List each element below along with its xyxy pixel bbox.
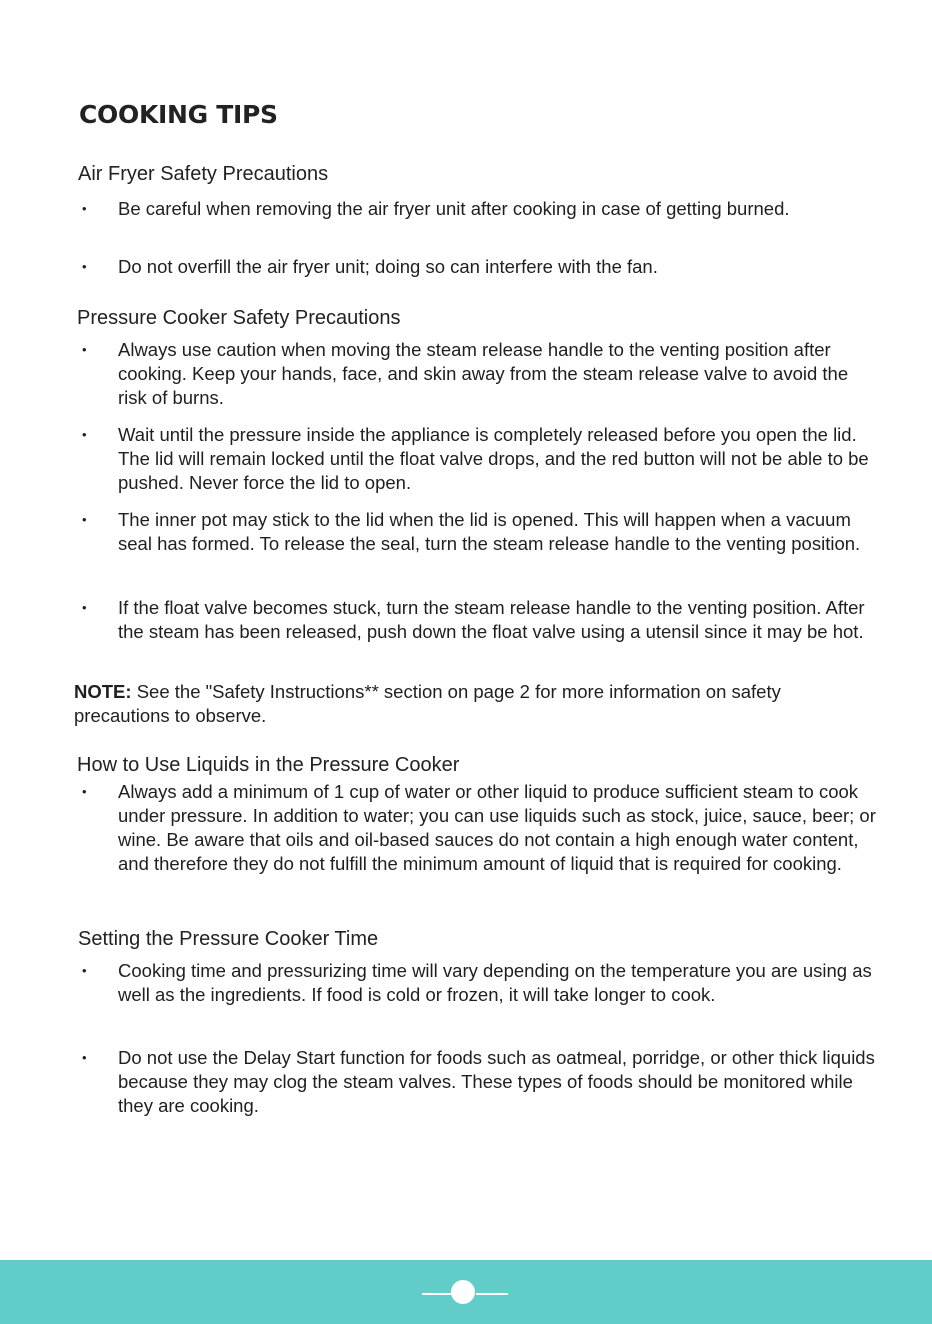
list-item xyxy=(77,338,877,410)
note-text: See the "Safety Instructions** section on page 2 for more information on safety precautions to observe. xyxy=(74,681,781,726)
list-item xyxy=(77,959,877,1007)
bullet-icon: • xyxy=(82,259,87,274)
list-item-text: Wait until the pressure inside the appliance is completely released before you open the lid. The lid will remain locked until the float valve drops, and the red button will not be able to be pushed. Never force the lid to open. xyxy=(118,424,869,493)
bullet-icon: • xyxy=(82,1050,87,1065)
list-item xyxy=(77,255,877,279)
list-item-text: Always use caution when moving the steam release handle to the venting position after cooking. Keep your hands, face, and skin away from the steam release valve to avoid the risk of burns. xyxy=(118,339,849,408)
bullet-icon: • xyxy=(82,201,87,216)
bullet-icon: • xyxy=(82,342,87,357)
bullet-icon: • xyxy=(82,784,87,799)
list-item-text: Be careful when removing the air fryer unit after cooking in case of getting burned. xyxy=(118,198,790,219)
list-item-text: Do not overfill the air fryer unit; doing so can interfere with the fan. xyxy=(118,256,658,277)
section-heading-cooker-time: Setting the Pressure Cooker Time xyxy=(78,928,379,950)
footer-bar xyxy=(0,1260,932,1324)
list-item xyxy=(77,508,877,556)
bullet-icon: • xyxy=(82,600,87,615)
section-heading-liquids: How to Use Liquids in the Pressure Cooker xyxy=(77,754,460,776)
list-item-text: The inner pot may stick to the lid when the lid is opened. This will happen when a vacuum seal has formed. To release the seal, turn the steam release handle to the venting position. xyxy=(118,509,861,554)
footer-divider-right xyxy=(476,1293,508,1295)
list-item-text: Do not use the Delay Start function for foods such as oatmeal, porridge, or other thick liquids because they may clog the steam valves. These types of foods should be monitored while they are cooking. xyxy=(118,1047,875,1116)
list-item xyxy=(77,423,877,495)
bullet-icon: • xyxy=(82,427,87,442)
footer-divider-left xyxy=(422,1293,454,1295)
list-item xyxy=(77,1046,877,1118)
list-item-text: Cooking time and pressurizing time will vary depending on the temperature you are using as well as the ingredients. If food is cold or frozen, it will take longer to cook. xyxy=(118,960,872,1005)
list-item-text: Always add a minimum of 1 cup of water or other liquid to produce sufficient steam to cook under pressure. In addition to water; you can use liquids such as stock, juice, sauce, beer; or wine. Be aware that oils and oil-based sauces do not contain a high enough water content, and therefore they do not fulfill the minimum amount of liquid that is required for cooking. xyxy=(118,781,876,874)
list-item xyxy=(77,780,877,876)
note xyxy=(74,680,854,728)
page-marker-circle-icon xyxy=(451,1280,475,1304)
section-heading-air-fryer: Air Fryer Safety Precautions xyxy=(78,163,329,185)
section-heading-pressure-cooker-safety: Pressure Cooker Safety Precautions xyxy=(77,307,401,329)
bullet-icon: • xyxy=(82,963,87,978)
list-item xyxy=(77,197,877,221)
list-item xyxy=(77,596,877,644)
bullet-icon: • xyxy=(82,512,87,527)
page-title: COOKING TIPS xyxy=(79,100,278,129)
list-item-text: If the float valve becomes stuck, turn the steam release handle to the venting position. After the steam has been released, push down the float valve using a utensil since it may be hot. xyxy=(118,597,865,642)
note-label: NOTE: xyxy=(74,681,132,702)
